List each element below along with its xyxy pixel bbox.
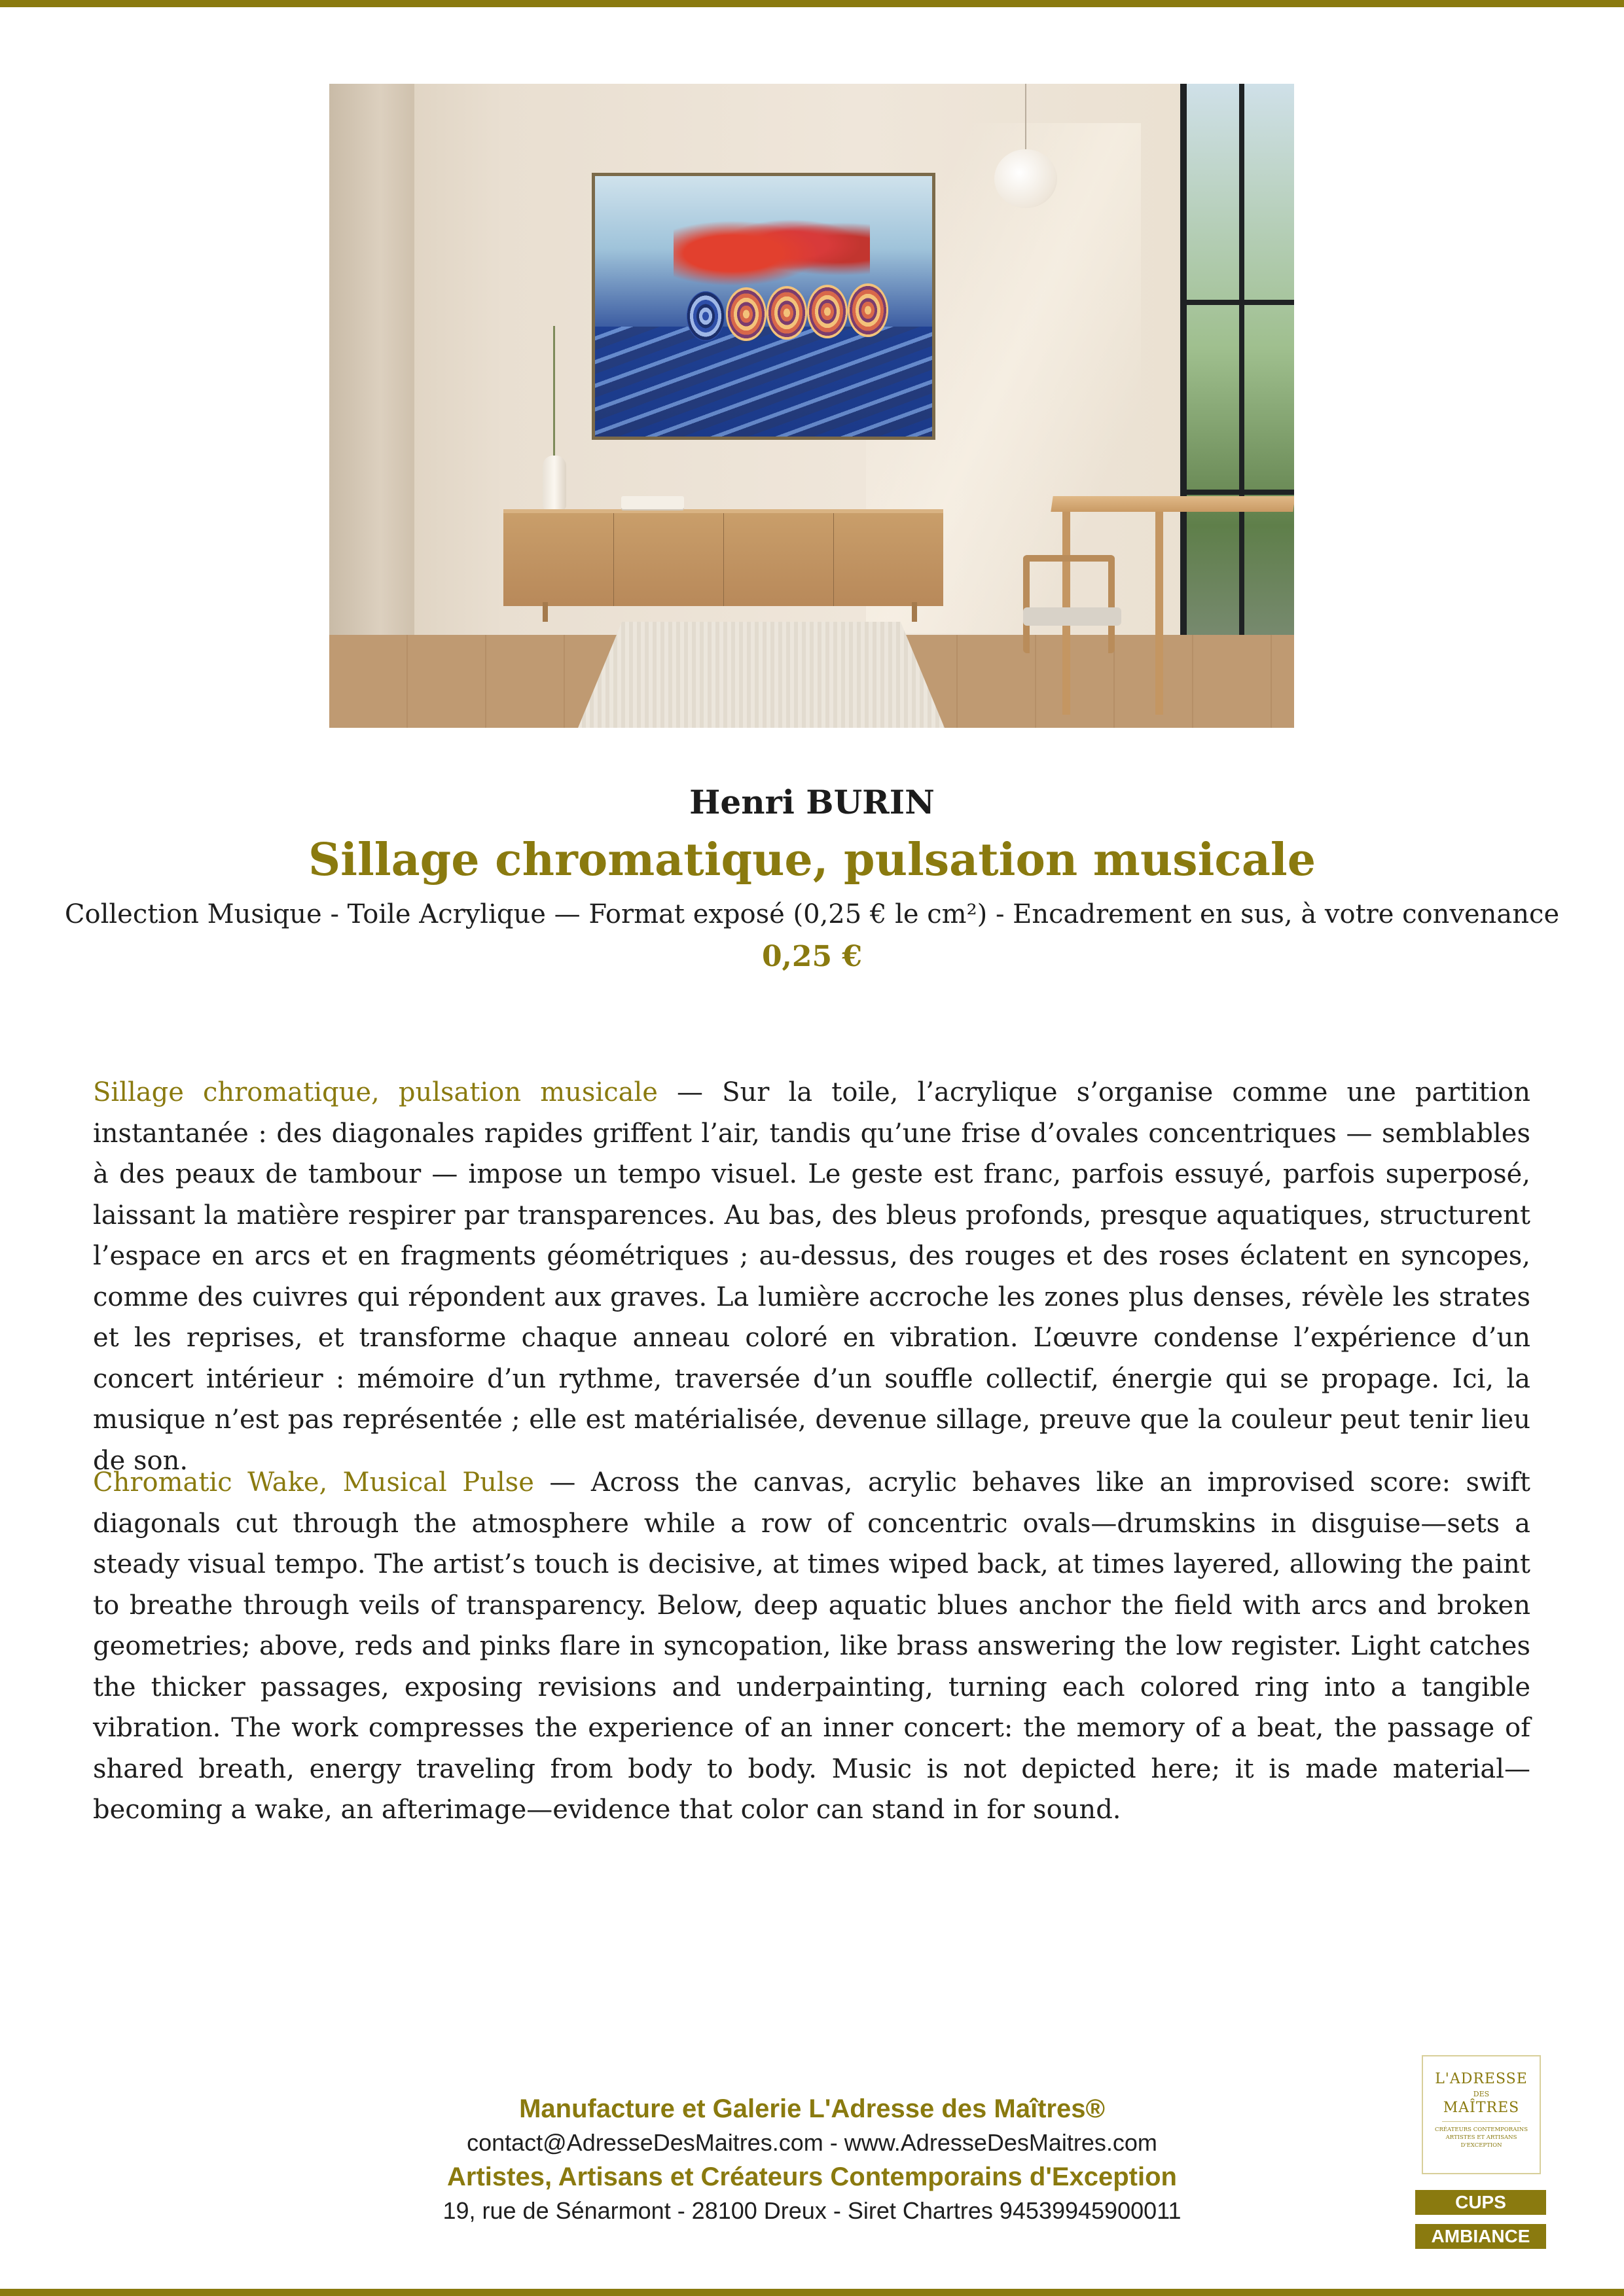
- painting-reds: [674, 202, 870, 287]
- open-book: [621, 496, 684, 509]
- photo-window: [1180, 84, 1294, 673]
- painting-ring: [726, 287, 767, 341]
- bottom-rule: [0, 2289, 1624, 2296]
- sideboard-leg: [912, 602, 917, 622]
- lamp-cord: [1025, 84, 1026, 151]
- chair-seat: [1023, 607, 1121, 626]
- sideboard-door: [723, 513, 724, 606]
- painting-waves: [595, 327, 932, 437]
- painting-frame: [592, 173, 935, 440]
- artwork-meta: Collection Musique - Toile Acrylique — Format exposé (0,25 € le cm²) - Encadrement en sus, à votre convenance: [64, 899, 1560, 929]
- logo-line1: L'ADRESSE: [1435, 2071, 1528, 2087]
- footer: [0, 2092, 1624, 2228]
- description-fr: [93, 1072, 1530, 1481]
- photo-rug: [578, 622, 945, 728]
- description-en-lead: Chromatic Wake, Musical Pulse: [93, 1467, 534, 1498]
- artwork-room-photo: [329, 84, 1294, 728]
- painting-ring: [767, 286, 807, 340]
- plant-stem: [553, 326, 555, 457]
- pendant-lamp: [994, 149, 1057, 208]
- window-frame: [1239, 84, 1244, 673]
- logo-line2: DES: [1473, 2090, 1490, 2098]
- ambiance-badge: AMBIANCE: [1415, 2224, 1546, 2249]
- sideboard: [503, 509, 943, 606]
- logo-line3: MAÎTRES: [1443, 2100, 1520, 2116]
- description-fr-text: — Sur la toile, l’acrylique s’organise comme une partition instantanée : des diagonales rapides griffent l’air, tandis qu’une frise d’ovales concentriques — semblables à des peaux de tambour — impose un tempo visuel. Le geste est franc, parfois essuyé, parfois superposé, laissant la matière respirer par transparences. Au bas, des bleus profonds, presque aquatiques, structurent l’espace en arcs et en fragments géométriques ; au-dessus, des rouges et des roses éclatent en syncopes, comme des cuivres qui répondent aux graves. La lumière accroche les zones plus denses, révèle les strates et les reprises, et transforme chaque anneau coloré en vibration. L’œuvre condense l’expérience d’un concert intérieur : mémoire d’un rythme, traversée d’un souffle collectif, énergie qui se propage. Ici, la musique n’est pas représentée ; elle est matérialisée, devenue sillage, preuve que la couleur peut tenir lieu de son.: [93, 1077, 1530, 1476]
- painting-ring: [848, 283, 888, 337]
- top-rule: [0, 0, 1624, 7]
- window-frame: [1180, 490, 1294, 495]
- desk: [1051, 496, 1294, 512]
- artwork-price: 0,25 €: [761, 940, 863, 973]
- photo-pillar: [329, 84, 414, 673]
- desk-leg: [1155, 512, 1163, 715]
- painting-ring: [687, 291, 725, 341]
- artwork-title: Sillage chromatique, pulsation musicale: [308, 834, 1316, 886]
- footer-contact: contact@AdresseDesMaitres.com - www.AdresseDesMaitres.com: [467, 2129, 1157, 2156]
- logo-divider: [1442, 2121, 1521, 2122]
- cups-badge: CUPS: [1415, 2190, 1546, 2215]
- logo-line4: CRÉATEURS CONTEMPORAINS ARTISTES ET ARTISANS D'EXCEPTION: [1434, 2126, 1528, 2149]
- painting-ring: [807, 285, 848, 338]
- description-en: [93, 1462, 1530, 1831]
- sideboard-door: [833, 513, 834, 606]
- artist-name: Henri BURIN: [689, 783, 935, 821]
- vase: [543, 456, 566, 511]
- gallery-logo: [1422, 2055, 1541, 2174]
- description-en-text: — Across the canvas, acrylic behaves like an improvised score: swift diagonals cut through the atmosphere while a row of concentric ovals—drumskins in disguise—sets a steady visual tempo. The artist’s touch is decisive, at times wiped back, at times layered, allowing the paint to breathe through veils of transparency. Below, deep aquatic blues anchor the field with arcs and broken geometries; above, reds and pinks flare in syncopation, like brass answering the low register. Light catches the thicker passages, exposing revisions and underpainting, turning each colored ring into a tangible vibration. The work compresses the experience of an inner concert: the memory of a beat, the passage of shared breath, energy traveling from body to body. Music is not depicted here; it is made material—becoming a wake, an afterimage—evidence that color can stand in for sound.: [93, 1467, 1530, 1825]
- description-fr-lead: Sillage chromatique, pulsation musicale: [93, 1077, 658, 1107]
- footer-address: 19, rue de Sénarmont - 28100 Dreux - Siret Chartres 94539945900011: [442, 2197, 1182, 2224]
- chair: [1023, 555, 1115, 653]
- window-frame: [1180, 84, 1187, 673]
- footer-company: Manufacture et Galerie L'Adresse des Maîtres®: [519, 2094, 1105, 2123]
- painting: [595, 176, 932, 437]
- footer-tagline: Artistes, Artisans et Créateurs Contemporains d'Exception: [447, 2162, 1177, 2191]
- sideboard-door: [613, 513, 614, 606]
- window-frame: [1180, 300, 1294, 305]
- sideboard-leg: [543, 602, 548, 622]
